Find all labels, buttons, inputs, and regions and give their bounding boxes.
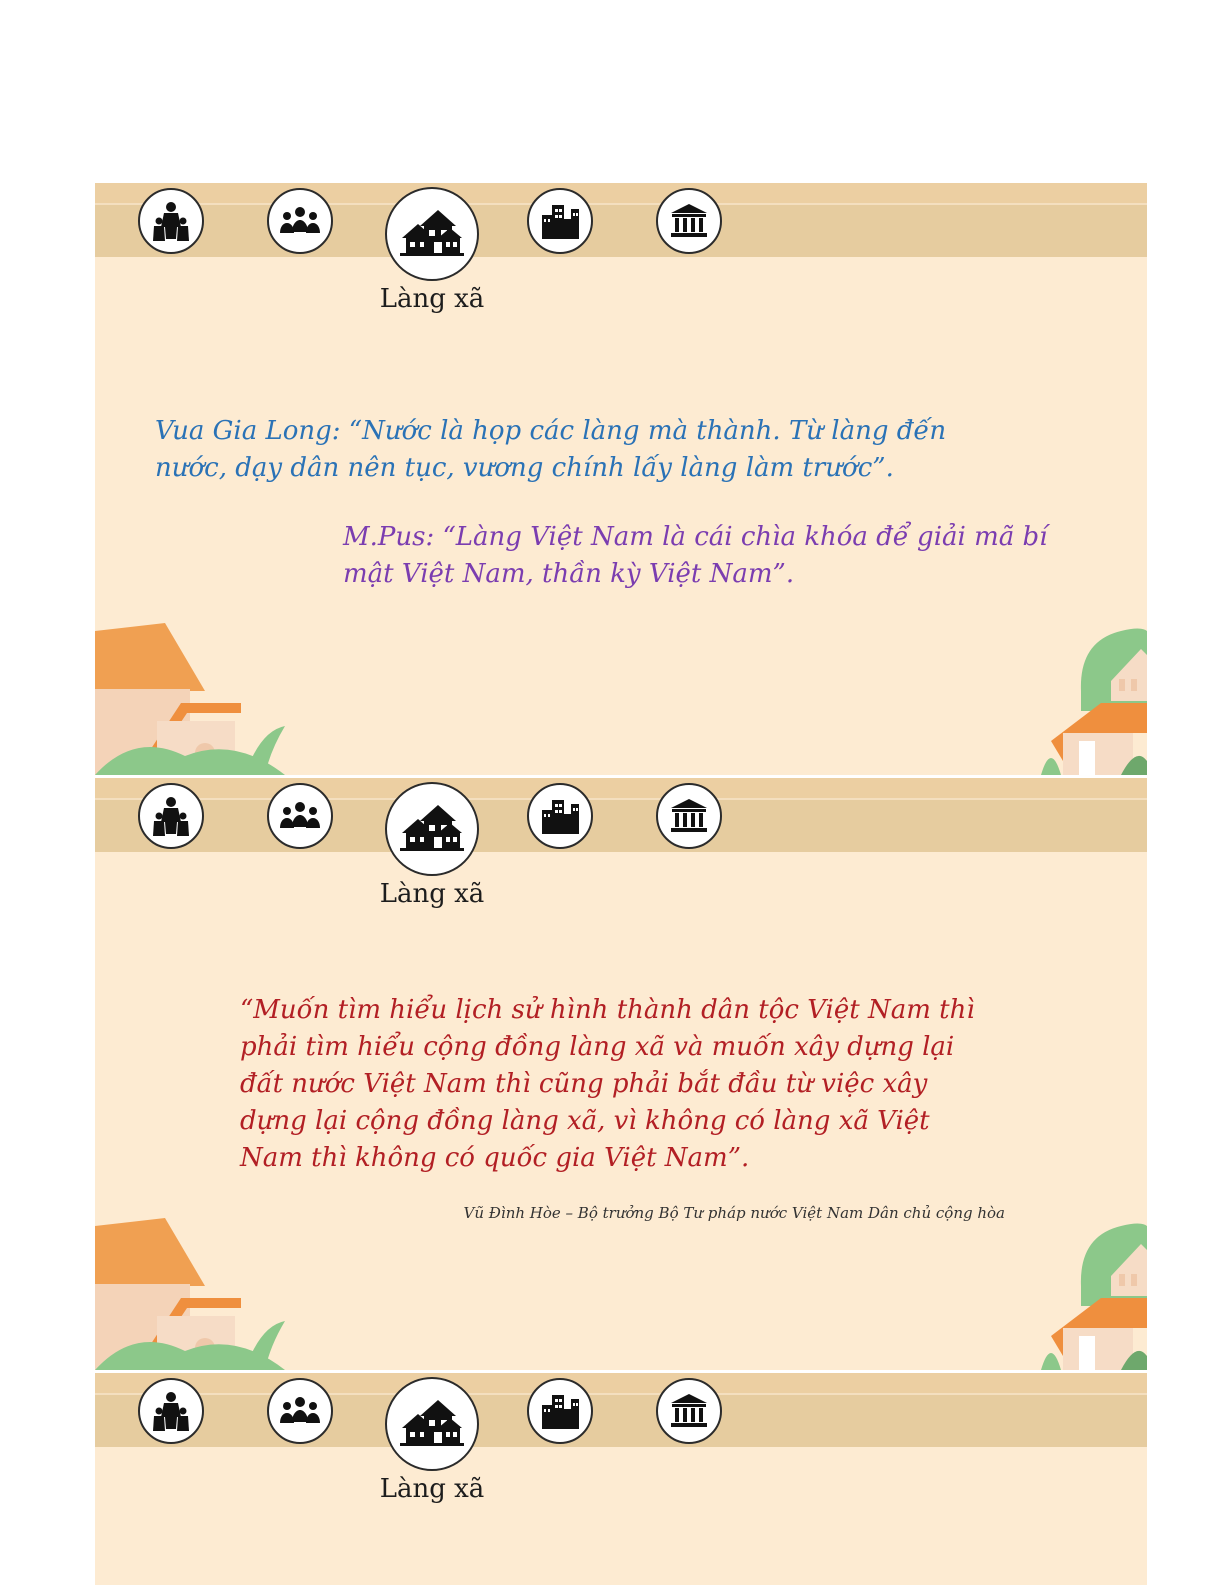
family-icon (149, 1389, 193, 1433)
nav-government-button[interactable] (656, 783, 722, 849)
family-icon (149, 199, 193, 243)
quote-line: Vua Gia Long: “Nước là họp các làng mà thành. Từ làng đến (155, 416, 947, 446)
nav-city-button[interactable] (527, 783, 593, 849)
nav-city-button[interactable] (527, 188, 593, 254)
nav-band-top (95, 778, 1147, 800)
village-houses-icon (398, 204, 466, 264)
nav-band-top (95, 1373, 1147, 1395)
nav-band (95, 1395, 1147, 1447)
government-building-icon (667, 199, 711, 243)
nav-group-button[interactable] (267, 1378, 333, 1444)
nav-city-button[interactable] (527, 1378, 593, 1444)
nav-group-button[interactable] (267, 188, 333, 254)
houses-illustration-right (1041, 1216, 1147, 1370)
city-buildings-icon (538, 794, 582, 838)
quote-line: đất nước Việt Nam thì cũng phải bắt đầu từ việc xây (240, 1069, 928, 1099)
city-buildings-icon (538, 1389, 582, 1433)
houses-illustration-right (1041, 621, 1147, 775)
village-houses-icon (398, 799, 466, 859)
quote-line: M.Pus: “Làng Việt Nam là cái chìa khóa để giải mã bí (343, 522, 1048, 552)
nav-family-button[interactable] (138, 188, 204, 254)
quote-line: phải tìm hiểu cộng đồng làng xã và muốn xây dựng lại (240, 1032, 955, 1062)
quote-attribution: Vũ Đình Hòe – Bộ trưởng Bộ Tư pháp nước Việt Nam Dân chủ cộng hòa (463, 1204, 1005, 1222)
group-icon (278, 794, 322, 838)
nav-family-button[interactable] (138, 783, 204, 849)
nav-government-button[interactable] (656, 188, 722, 254)
nav-band (95, 800, 1147, 852)
nav-band (95, 205, 1147, 257)
quote-line: dựng lại cộng đồng làng xã, vì không có làng xã Việt (240, 1106, 930, 1136)
houses-illustration-left (95, 1216, 295, 1370)
quote-mpus (343, 519, 1133, 593)
slide-1 (95, 183, 1147, 775)
nav-active-label: Làng xã (379, 284, 485, 314)
slide-2 (95, 778, 1147, 1370)
nav-village-button[interactable] (385, 782, 479, 876)
city-buildings-icon (538, 199, 582, 243)
quote-line: nước, dạy dân nên tục, vương chính lấy làng làm trước”. (155, 453, 894, 483)
quote-line: mật Việt Nam, thần kỳ Việt Nam”. (343, 559, 795, 589)
government-building-icon (667, 1389, 711, 1433)
nav-active-label: Làng xã (379, 879, 485, 909)
village-houses-icon (398, 1394, 466, 1454)
quote-gia-long (155, 413, 1075, 487)
group-icon (278, 199, 322, 243)
slide-3 (95, 1373, 1147, 1585)
nav-village-button[interactable] (385, 187, 479, 281)
quote-vu-dinh-hoe (240, 992, 1005, 1177)
nav-village-button[interactable] (385, 1377, 479, 1471)
group-icon (278, 1389, 322, 1433)
nav-active-label: Làng xã (379, 1474, 485, 1504)
houses-illustration-left (95, 621, 295, 775)
government-building-icon (667, 794, 711, 838)
family-icon (149, 794, 193, 838)
nav-band-top (95, 183, 1147, 205)
nav-family-button[interactable] (138, 1378, 204, 1444)
nav-group-button[interactable] (267, 783, 333, 849)
quote-line: “Muốn tìm hiểu lịch sử hình thành dân tộc Việt Nam thì (240, 995, 975, 1025)
quote-line: Nam thì không có quốc gia Việt Nam”. (240, 1143, 750, 1173)
nav-government-button[interactable] (656, 1378, 722, 1444)
